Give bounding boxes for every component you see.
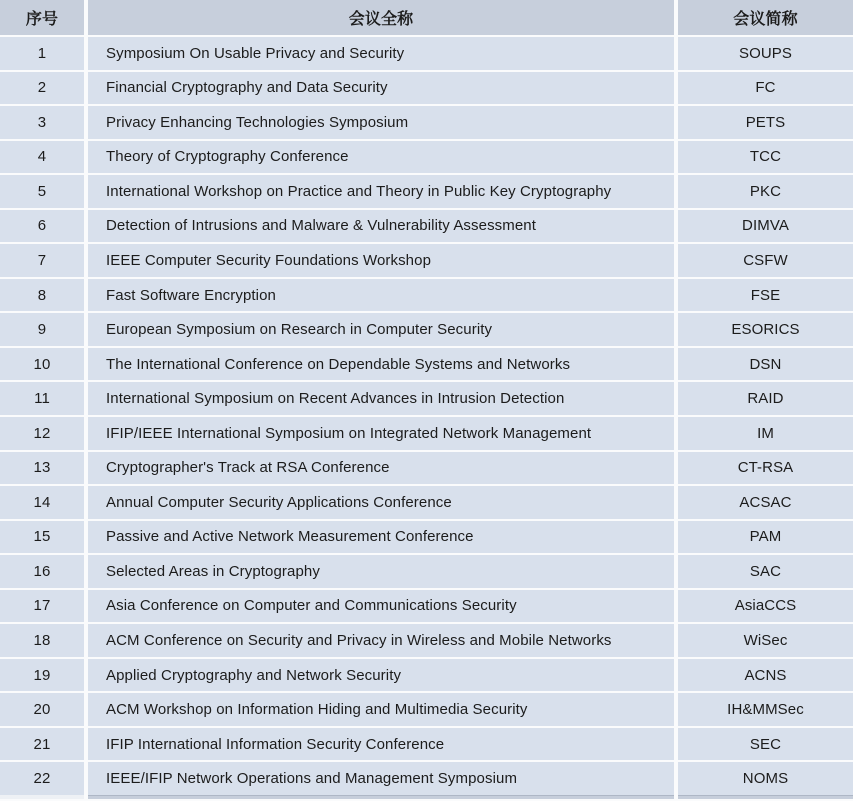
cell-full-name: Privacy Enhancing Technologies Symposium — [88, 106, 674, 139]
cell-index: 2 — [0, 72, 84, 105]
cell-full-name: Financial Cryptography and Data Security — [88, 72, 674, 105]
table-row — [0, 762, 853, 795]
cell-full-name: ACM Workshop on Information Hiding and Multimedia Security — [88, 693, 674, 726]
cell-full-name: Cryptographer's Track at RSA Conference — [88, 452, 674, 485]
cell-abbrev: SOUPS — [678, 37, 853, 70]
cell-abbrev: AsiaCCS — [678, 590, 853, 623]
cell-full-name: IFIP/IEEE International Symposium on Integrated Network Management — [88, 417, 674, 450]
cell-abbrev: IH&MMSec — [678, 693, 853, 726]
table-row — [0, 452, 853, 485]
cell-full-name: International Workshop on Practice and Theory in Public Key Cryptography — [88, 175, 674, 208]
cell-index: 4 — [0, 141, 84, 174]
table-row — [0, 486, 853, 519]
cell-index: 9 — [0, 313, 84, 346]
cell-index: 10 — [0, 348, 84, 381]
cell-abbrev: WiSec — [678, 624, 853, 657]
header-cell-full-name: 会议全称 — [88, 0, 674, 35]
cell-full-name: Annual Computer Security Applications Conference — [88, 486, 674, 519]
cell-abbrev: PETS — [678, 106, 853, 139]
table-row — [0, 313, 853, 346]
cell-index: 5 — [0, 175, 84, 208]
cell-index: 18 — [0, 624, 84, 657]
header-cell-index: 序号 — [0, 0, 84, 35]
cell-full-name: International Symposium on Recent Advances in Intrusion Detection — [88, 382, 674, 415]
partial-next-row-index-cell — [0, 795, 84, 799]
cell-abbrev: DIMVA — [678, 210, 853, 243]
cell-abbrev: PAM — [678, 521, 853, 554]
cell-index: 11 — [0, 382, 84, 415]
cell-full-name: Asia Conference on Computer and Communications Security — [88, 590, 674, 623]
cell-abbrev: IM — [678, 417, 853, 450]
cell-full-name: The International Conference on Dependable Systems and Networks — [88, 348, 674, 381]
cell-full-name: Detection of Intrusions and Malware & Vulnerability Assessment — [88, 210, 674, 243]
cell-index: 19 — [0, 659, 84, 692]
table-row — [0, 141, 853, 174]
cell-full-name: Selected Areas in Cryptography — [88, 555, 674, 588]
partial-next-row-strip — [0, 795, 853, 799]
table-row — [0, 72, 853, 105]
cell-index: 3 — [0, 106, 84, 139]
table-row — [0, 659, 853, 692]
cell-full-name: Theory of Cryptography Conference — [88, 141, 674, 174]
table-row — [0, 106, 853, 139]
table-row — [0, 244, 853, 277]
cell-full-name: IEEE Computer Security Foundations Workshop — [88, 244, 674, 277]
table-row — [0, 210, 853, 243]
cell-abbrev: CSFW — [678, 244, 853, 277]
cell-index: 22 — [0, 762, 84, 795]
cell-index: 12 — [0, 417, 84, 450]
cell-index: 15 — [0, 521, 84, 554]
cell-abbrev: RAID — [678, 382, 853, 415]
cell-index: 6 — [0, 210, 84, 243]
cell-full-name: IFIP International Information Security Conference — [88, 728, 674, 761]
table-row — [0, 348, 853, 381]
cell-index: 21 — [0, 728, 84, 761]
cell-abbrev: FSE — [678, 279, 853, 312]
header-cell-abbrev: 会议简称 — [678, 0, 853, 35]
cell-index: 16 — [0, 555, 84, 588]
cell-abbrev: ACSAC — [678, 486, 853, 519]
table-row — [0, 417, 853, 450]
partial-next-row-name-cell — [88, 795, 674, 799]
cell-abbrev: NOMS — [678, 762, 853, 795]
cell-index: 1 — [0, 37, 84, 70]
table-row — [0, 624, 853, 657]
cell-abbrev: SEC — [678, 728, 853, 761]
cell-full-name: ACM Conference on Security and Privacy in Wireless and Mobile Networks — [88, 624, 674, 657]
cell-index: 8 — [0, 279, 84, 312]
table-row — [0, 279, 853, 312]
table-row — [0, 693, 853, 726]
cell-index: 20 — [0, 693, 84, 726]
table-row — [0, 175, 853, 208]
cell-abbrev: DSN — [678, 348, 853, 381]
table-row — [0, 37, 853, 70]
cell-abbrev: ESORICS — [678, 313, 853, 346]
cell-abbrev: ACNS — [678, 659, 853, 692]
cell-index: 17 — [0, 590, 84, 623]
cell-abbrev: TCC — [678, 141, 853, 174]
cell-abbrev: SAC — [678, 555, 853, 588]
table-row — [0, 521, 853, 554]
cell-index: 14 — [0, 486, 84, 519]
cell-abbrev: CT-RSA — [678, 452, 853, 485]
cell-full-name: European Symposium on Research in Computer Security — [88, 313, 674, 346]
cell-abbrev: PKC — [678, 175, 853, 208]
cell-index: 13 — [0, 452, 84, 485]
cell-full-name: Applied Cryptography and Network Security — [88, 659, 674, 692]
cell-index: 7 — [0, 244, 84, 277]
table-header-row — [0, 0, 853, 35]
cell-abbrev: FC — [678, 72, 853, 105]
table-row — [0, 382, 853, 415]
table-row — [0, 590, 853, 623]
cell-full-name: IEEE/IFIP Network Operations and Management Symposium — [88, 762, 674, 795]
table-row — [0, 728, 853, 761]
partial-next-row-abbrev-cell — [678, 795, 853, 799]
cell-full-name: Symposium On Usable Privacy and Security — [88, 37, 674, 70]
cell-full-name: Fast Software Encryption — [88, 279, 674, 312]
table-row — [0, 555, 853, 588]
cell-full-name: Passive and Active Network Measurement Conference — [88, 521, 674, 554]
